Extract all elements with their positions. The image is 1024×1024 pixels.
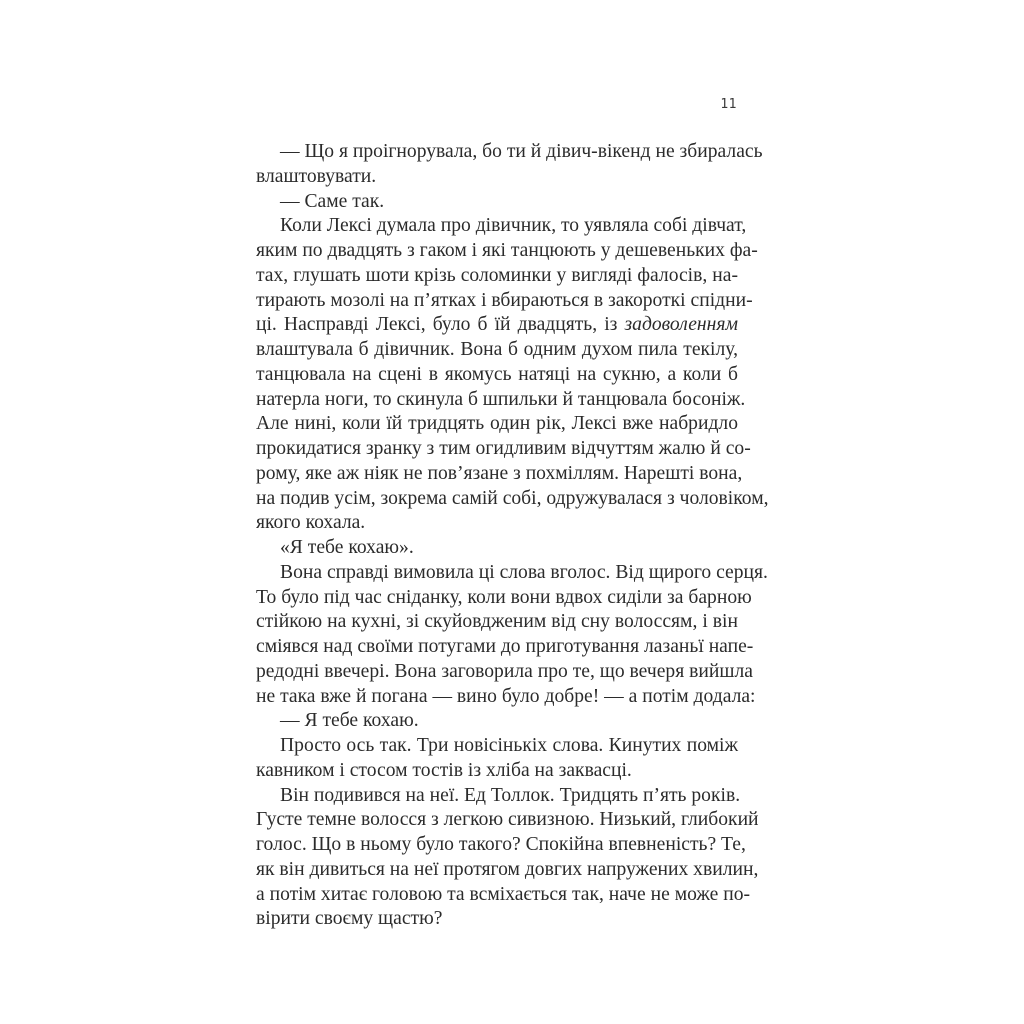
paragraph-paragraph-bachelorette — [256, 214, 769, 536]
body-text — [256, 140, 769, 932]
text-line: танцювала на сцені в якомусь натяці на сукню, а коли б — [256, 363, 738, 385]
text-line — [256, 313, 738, 338]
paragraph-paragraph-breakfast — [256, 561, 768, 710]
text-line: голос. Що в ньому було такого? Спокійна впевненість? Те, — [256, 834, 746, 855]
text-line: сміявся над своїми потугами до приготування лазаньї напе- — [256, 636, 754, 657]
paragraph-dialogue-ignored — [256, 140, 763, 190]
text-line: прокидатися зранку з тим огидливим відчуттям жалю й со- — [256, 438, 751, 459]
text-line: Він подивився на неї. Ед Толлок. Тридцять п’ять років. — [280, 784, 741, 806]
text-line: влаштовувати. — [256, 165, 377, 187]
text-line: То було під час сніданку, коли вони вдвох сиділи за барною — [256, 586, 752, 608]
text-line: як він дивиться на неї протягом довгих напружених хвилин, — [256, 858, 759, 880]
text-line: тирають мозолі на п’ятках і вбираються в закороткі спідни- — [256, 289, 753, 311]
text-line: рому, яке аж ніяк не пов’язане з похміллям. Нарешті вона, — [256, 462, 743, 484]
text-line: яким по двадцять з гаком і які танцюють у дешевеньких фа- — [256, 240, 758, 261]
text-line: редодні ввечері. Вона заговорила про те, що вечеря вийшла — [256, 660, 753, 682]
text-line: не така вже й погана — вино було добре! — а потім додала: — [256, 685, 756, 707]
text-line: Вона справді вимовила ці слова вголос. Від щирого серця. — [280, 561, 768, 583]
text-line: кавником і стосом тостів із хліба на заквасці. — [256, 759, 632, 781]
text-line: Коли Лексі думала про дівичник, то уявляла собі дівчат, — [280, 215, 747, 237]
text-line: якого кохала. — [256, 512, 366, 534]
paragraph-dialogue-exactly — [256, 190, 738, 215]
paragraph-paragraph-three-words — [256, 734, 738, 784]
text-line: Просто ось так. Три новісінькіх слова. Кинутих поміж — [280, 735, 738, 756]
text-line: — Що я проігнорувала, бо ти й дівич-вікенд не збиралась — [280, 141, 763, 162]
paragraph-dialogue-i-love-you — [256, 709, 738, 734]
text-line: стійкою на кухні, зі скуйовдженим від сну волоссям, і він — [256, 611, 738, 633]
emphasis-text: задоволенням — [624, 314, 738, 336]
text-line: «Я тебе кохаю». — [280, 537, 414, 558]
paragraph-paragraph-ed-tollok — [256, 784, 759, 933]
text-line: Але нині, коли їй тридцять один рік, Лексі вже набридло — [256, 413, 738, 435]
text-line: — Я тебе кохаю. — [280, 710, 419, 732]
text-line: вірити своєму щастю? — [256, 908, 443, 930]
paragraph-quote-i-love-you — [256, 536, 738, 561]
text-line: тах, глушать шоти крізь соломинки у вигляді фалосів, на- — [256, 264, 738, 286]
text-line: на подив усім, зокрема самій собі, одружувалася з чоловіком, — [256, 487, 769, 509]
text-line: — Саме так. — [280, 190, 385, 212]
text-line: влаштувала б дівичник. Вона б одним духом пила текілу, — [256, 339, 738, 360]
text-line: Густе темне волосся з легкою сивизною. Низький, глибокий — [256, 809, 759, 831]
text-line: натерла ноги, то скинула б шпильки й танцювала босоніж. — [256, 388, 746, 410]
text-line: а потім хитає головою та всміхається так, наче не може по- — [256, 883, 751, 905]
text-run: ці. Насправді Лексі, було б їй двадцять, із — [256, 314, 625, 336]
page-number: 11 — [720, 97, 737, 112]
